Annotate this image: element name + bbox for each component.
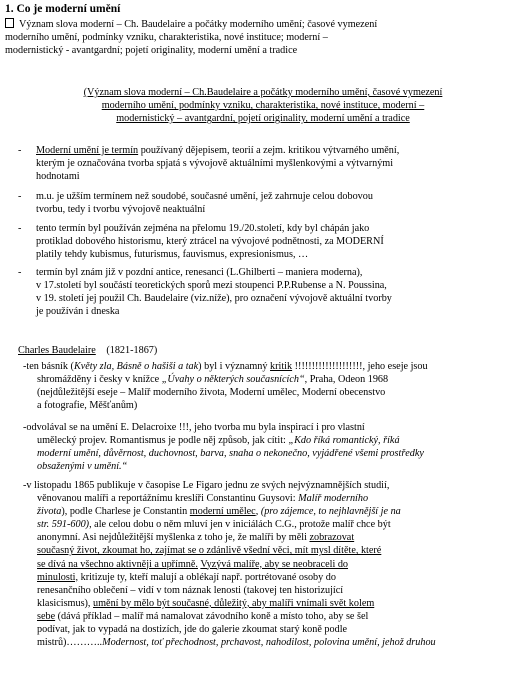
baudelaire-paragraph-2: -odvolával se na umění E. Delacroixe !!!, jeho tvorba mu byla inspirací i pro vlastní umělecký projev. Romantismus je podle něj způsob, jak cítit: „Kdo říká romantický, říká moderní umění, důvěrnost, duchovnost, barva, snaha o nekonečno, vyjádřené všemi prostředky obsaženými v umění.“ bbox=[23, 422, 424, 473]
list-item: - Moderní umění je termín používaný dějepisem, teorií a zejm. kritikou výtvarného umění, kterým je označována tvorba spjatá s vývojově aktuálními myšlenkovými a výtvarnými hodnotami bbox=[18, 145, 400, 183]
baudelaire-years: (1821-1867) bbox=[106, 345, 158, 356]
summary-line: Význam slova moderní – Ch. Baudelaire a počátky moderního umění; časové vymezení bbox=[5, 18, 510, 31]
summary-line: modernistický - avantgardní; pojetí originality, moderní umění a tradice bbox=[5, 45, 298, 57]
section-heading: 1. Co je moderní umění bbox=[5, 3, 121, 15]
summary-block bbox=[5, 18, 510, 57]
list-item: - m.u. je užším termínem než soudobé, současné umění, jež zahrnuje celou dobovou tvorbu, tedy i tvorbu vývojově neaktuální bbox=[18, 191, 373, 216]
summary-line: moderního umění, podmínky vzniku, charakteristika, nové instituce; moderní – bbox=[5, 32, 328, 44]
baudelaire-name: Charles Baudelaire bbox=[18, 345, 96, 356]
list-item: - tento termín byl používán zejména na přelomu 19./20.století, kdy byl chápán jako protiklad dobového historismu, který ztrácel na vývojové podnětnosti, za MODERNÍ platily tehdy kubismus, futurismus, fauvismus, expresionismus, … bbox=[18, 223, 384, 261]
checkbox-icon bbox=[5, 18, 14, 28]
baudelaire-heading bbox=[18, 344, 157, 357]
baudelaire-paragraph-1: -ten básník (Květy zla, Básně o hašiši a tak) byl i významný kritik !!!!!!!!!!!!!!!!!!!!, jeho eseje jsou shromážděny i česky v knížce „Úvahy o některých současnících“, Praha, Odeon 1968 (nejdůležitější eseje – Malíř moderního života, Moderní umělec, Moderní obecenstvo a fotografie, Měšťanům) bbox=[23, 361, 428, 412]
centered-summary: (Význam slova moderní – Ch.Baudelaire a počátky moderního umění, časové vymezení moderního umění, podmínky vzniku, charakteristika, nové instituce, moderní – modernistický – avantgardní, pojetí originality, moderní umění a tradice bbox=[83, 87, 443, 125]
baudelaire-paragraph-3: -v listopadu 1865 publikuje v časopise Le Figaro jednu ze svých nejvýznamnějších studií, věnovanou malíři a reportážnímu kreslíři Constantinu Guysovi: Malíř moderního života), podle Charlese je Constantin moderní umělec, (pro zájemce, to nejhlavnější je na str. 591-600), ale celou dobu o něm mluví jen v iniciálách C.G., protože malíř chce být anonymní. Asi nejdůležitější myšlenka z toho je, že malíři by měli zobrazovat současný život, zkoumat ho, zajímat se o zdánlivě všední věci, mít mysl dítěte, které se dívá na všechno aktivněji a upřímně. Vyzývá malíře, aby se neobraceli do minulosti, kritizuje ty, kteří malují a oblékají např. portrétované osoby do renesančního oblečení – vidí v tom náznak lenosti (takovej ten historizující klasicismus), umění by mělo být současné, důležitý, aby malíři vnímali svět kolem sebe (dává příklad – malíř má namalovat závodního koně a místo toho, aby se šel podívat, jak to vypadá na dostizích, jde do galerie zkoumat starý koně podle mistrů)………..Modernost, toť přechodnost, prchavost, nahodilost, polovina umění, jehož druhou bbox=[23, 480, 436, 649]
list-item: - termín byl znám již v pozdní antice, renesanci (L.Ghilberti – maniera moderna), v 17.století byl součástí teoretických sporů mezi stoupenci P.P.Rubense a N. Poussina, v 19. století jej použil Ch. Baudelaire (viz.níže), pro označení vývojově aktuální tvorby je používán i dneska bbox=[18, 267, 392, 318]
